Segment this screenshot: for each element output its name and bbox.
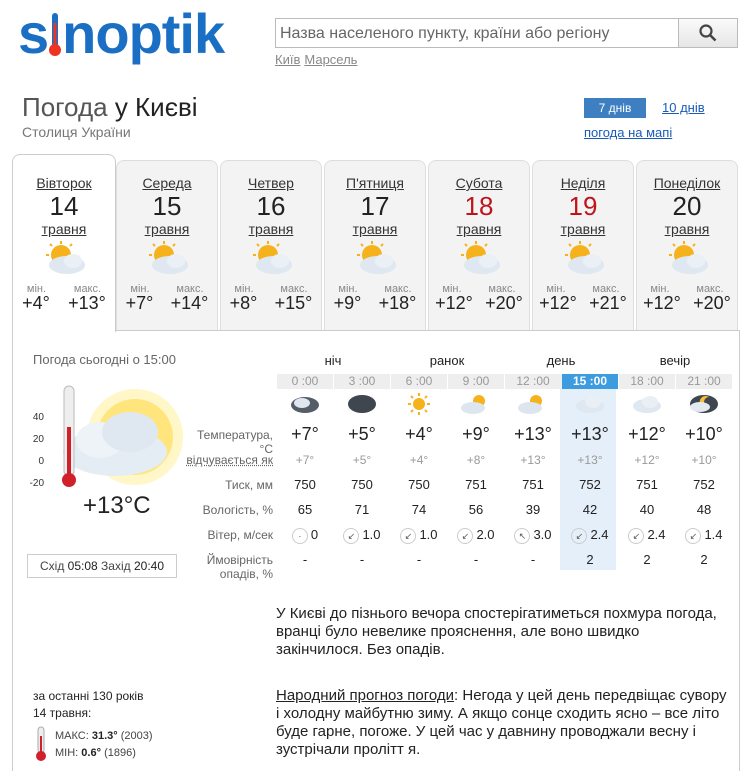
- tab-10-days[interactable]: 10 днів: [662, 100, 705, 115]
- feels-like-value: +13°: [577, 453, 603, 467]
- wind-value: · 0: [277, 527, 333, 544]
- temperature-value: +12°: [628, 424, 666, 444]
- min-label: мін.: [650, 283, 670, 295]
- day-number: 16: [256, 191, 286, 221]
- partly-cloudy-icon: [221, 241, 321, 281]
- current-weather-icon: [30, 382, 200, 502]
- min-temp: +12°: [643, 293, 681, 313]
- day-name: Середа: [142, 175, 192, 191]
- hour-label: 15 :00: [562, 374, 618, 389]
- current-temperature: +13°C: [83, 492, 151, 519]
- min-label: мін.: [234, 283, 254, 295]
- row-label-humidity: Вологість, %: [202, 503, 273, 517]
- day-number: 20: [672, 191, 702, 221]
- max-label: макс.: [73, 283, 102, 295]
- day-number: 17: [360, 191, 390, 221]
- day-month: травня: [352, 221, 398, 237]
- min-temp: +4°: [22, 293, 50, 313]
- day-month: травня: [664, 221, 710, 237]
- wind-value: ↙ 2.4: [562, 527, 618, 544]
- scale-tick: 20: [32, 434, 44, 445]
- temperature-value: +13°: [514, 424, 552, 444]
- precip-value: 2: [700, 552, 708, 567]
- day-name: П'ятниця: [346, 175, 404, 191]
- partly-cloudy-icon: [325, 241, 425, 281]
- partly-cloudy-icon: [533, 241, 633, 281]
- cloud-icon: [619, 393, 675, 420]
- sun-icon: [391, 393, 447, 420]
- max-temp: +20°: [485, 293, 523, 313]
- humidity-value: 42: [582, 502, 598, 517]
- max-label: макс.: [696, 283, 724, 295]
- search-icon: [699, 24, 717, 42]
- max-label: макс.: [592, 283, 620, 295]
- weather-description: У Києві до пізнього вечора спостерігатиметься похмура погода, вранці було невелике прояснення, але воно швидко закінчилося. Без опадів.: [276, 605, 717, 658]
- day-month: травня: [560, 221, 606, 237]
- wind-value: ↙ 2.4: [619, 527, 675, 544]
- temperature-value: +7°: [291, 424, 319, 444]
- hour-label: 12 :00: [505, 374, 561, 389]
- wind-direction-icon: ↙: [628, 528, 644, 544]
- feels-like-value: +8°: [466, 453, 486, 467]
- wind-value: ↙ 1.0: [334, 527, 390, 544]
- moon-cloud-icon: [676, 393, 732, 420]
- temperature-value: +4°: [405, 424, 433, 444]
- period-label: день: [546, 353, 576, 368]
- precip-value: -: [359, 552, 365, 567]
- day-name: Вівторок: [36, 175, 92, 191]
- precip-value: -: [530, 552, 536, 567]
- row-label-feels: відчувається як: [186, 453, 273, 467]
- max-temp: +18°: [378, 293, 417, 313]
- feels-like-value: +7°: [295, 453, 315, 467]
- precip-value: -: [473, 552, 479, 567]
- pressure-value: 750: [294, 477, 316, 492]
- thermometer-icon: [33, 726, 49, 762]
- logo[interactable]: s noptik: [18, 2, 225, 65]
- day-tab-20[interactable]: [636, 160, 738, 330]
- tab-7-days[interactable]: 7 днів: [584, 98, 646, 118]
- temperature-value: +5°: [348, 424, 376, 444]
- scale-tick: 40: [32, 412, 44, 423]
- day-tab-18[interactable]: [428, 160, 530, 330]
- temperature-value: +9°: [462, 424, 490, 444]
- max-temp: +21°: [589, 293, 627, 313]
- feels-like-value: +12°: [634, 453, 660, 467]
- partly-cloudy-icon: [429, 241, 529, 281]
- sun-cloud-icon: [448, 393, 504, 420]
- wind-direction-icon: ↙: [343, 528, 359, 544]
- folk-forecast: Народний прогноз погоди: Негода у цей день передвіщає сувору і холодну майбутню зиму. А якщо сонце сходить ясно – все літо буде гарне, погоже. У цей час у давнину проводжали весну і зустрічали пролітт я.: [276, 687, 727, 758]
- cloudy-night-icon: [277, 393, 333, 420]
- partly-cloudy-icon: [637, 241, 737, 281]
- recent-searches: [275, 52, 361, 67]
- partly-cloudy-icon: [13, 241, 115, 281]
- min-temp: +12°: [539, 293, 577, 313]
- wind-direction-icon: ↙: [400, 528, 416, 544]
- day-number: 18: [464, 191, 494, 221]
- min-label: мін.: [130, 283, 150, 295]
- row-label-precip: Ймовірність опадів, %: [206, 553, 273, 581]
- day-tab-19[interactable]: [532, 160, 634, 330]
- humidity-value: 39: [525, 502, 541, 517]
- day-tab-15[interactable]: [116, 160, 218, 330]
- day-number: 15: [152, 191, 182, 221]
- day-tab-14[interactable]: [12, 154, 116, 332]
- day-number: 19: [568, 191, 598, 221]
- precip-value: 2: [643, 552, 651, 567]
- max-temp: +15°: [274, 293, 313, 313]
- day-number: 14: [49, 191, 79, 221]
- precip-value: 2: [586, 552, 594, 567]
- row-label-pressure: Тиск, мм: [225, 478, 273, 492]
- period-label: ніч: [324, 353, 342, 368]
- hour-label: 21 :00: [676, 374, 732, 389]
- humidity-value: 74: [411, 502, 427, 517]
- wind-value: ↙ 1.4: [676, 527, 732, 544]
- humidity-value: 65: [297, 502, 313, 517]
- max-temp: +20°: [693, 293, 731, 313]
- pressure-value: 750: [351, 477, 373, 492]
- history-header: за останні 130 років 14 травня:: [33, 689, 144, 720]
- row-label-wind: Вітер, м/сек: [207, 528, 273, 542]
- map-link[interactable]: погода на мапі: [584, 125, 673, 140]
- moon-icon: [334, 393, 390, 420]
- search-button[interactable]: [678, 18, 738, 48]
- recent-link-marseille[interactable]: Марсель: [304, 52, 358, 67]
- pressure-value: 751: [636, 477, 658, 492]
- wind-value: ↖ 3.0: [505, 527, 561, 544]
- feels-like-value: +13°: [520, 453, 546, 467]
- day-month: травня: [144, 221, 190, 237]
- hour-label: 6 :00: [391, 374, 447, 389]
- partly-cloudy-icon: [117, 241, 217, 281]
- hour-label: 9 :00: [448, 374, 504, 389]
- row-label-temp: Температура, °C: [196, 428, 273, 456]
- wind-value: ↙ 2.0: [448, 527, 504, 544]
- feels-like-value: +5°: [352, 453, 372, 467]
- scale-tick: -20: [30, 478, 44, 489]
- min-label: мін.: [546, 283, 566, 295]
- day-name: Понеділок: [653, 175, 721, 191]
- wind-direction-icon: ↙: [457, 528, 473, 544]
- precip-value: -: [302, 552, 308, 567]
- wind-direction-icon: ·: [292, 528, 308, 544]
- now-label: Погода сьогодні о 15:00: [33, 352, 176, 367]
- wind-direction-icon: ↙: [571, 528, 587, 544]
- page-title: Погода у Києві: [22, 92, 198, 122]
- day-tab-16[interactable]: [220, 160, 322, 330]
- wind-value: ↙ 1.0: [391, 527, 447, 544]
- search-input[interactable]: Назва населеного пункту, країни або регіону: [275, 18, 679, 48]
- humidity-value: 56: [468, 502, 484, 517]
- pressure-value: 752: [579, 477, 601, 492]
- day-name: Неділя: [560, 175, 606, 191]
- pressure-value: 751: [522, 477, 544, 492]
- min-temp: +12°: [435, 293, 473, 313]
- max-label: макс.: [176, 283, 204, 295]
- feels-like-value: +10°: [691, 453, 717, 467]
- hour-label: 0 :00: [277, 374, 333, 389]
- history-values: МАКС: 31.3° (2003) МІН: 0.6° (1896): [55, 730, 153, 759]
- humidity-value: 48: [696, 502, 712, 517]
- temperature-value: +13°: [571, 424, 609, 444]
- day-name: Четвер: [248, 175, 294, 191]
- day-month: травня: [41, 221, 87, 237]
- min-label: мін.: [338, 283, 358, 295]
- recent-link-kyiv[interactable]: Київ: [275, 52, 301, 67]
- temperature-value: +10°: [685, 424, 723, 444]
- min-temp: +9°: [333, 293, 362, 313]
- max-label: макс.: [280, 283, 308, 295]
- humidity-value: 71: [354, 502, 370, 517]
- period-label: вечір: [659, 353, 691, 368]
- page-subtitle: Столиця України: [22, 124, 131, 140]
- sun-times: Схід 05:08 Захід 20:40: [27, 554, 177, 578]
- max-temp: +14°: [170, 293, 209, 313]
- min-temp: +8°: [229, 293, 258, 313]
- day-month: травня: [456, 221, 502, 237]
- max-label: макс.: [488, 283, 516, 295]
- humidity-value: 40: [639, 502, 655, 517]
- sun-cloud-icon: [505, 393, 561, 420]
- precip-value: -: [416, 552, 422, 567]
- scale-tick: 0: [38, 456, 44, 467]
- min-label: мін.: [26, 283, 47, 295]
- feels-like-value: +4°: [409, 453, 429, 467]
- hour-label: 3 :00: [334, 374, 390, 389]
- hour-label: 18 :00: [619, 374, 675, 389]
- min-label: мін.: [442, 283, 462, 295]
- thermometer-logo-icon: [48, 13, 62, 57]
- day-month: травня: [248, 221, 294, 237]
- pressure-value: 750: [408, 477, 430, 492]
- min-temp: +7°: [125, 293, 154, 313]
- day-tab-17[interactable]: [324, 160, 426, 330]
- period-label: ранок: [429, 353, 465, 368]
- max-label: макс.: [384, 283, 412, 295]
- wind-direction-icon: ↖: [514, 528, 530, 544]
- wind-direction-icon: ↙: [685, 528, 701, 544]
- max-temp: +13°: [68, 293, 106, 313]
- pressure-value: 752: [693, 477, 715, 492]
- day-name: Субота: [455, 175, 503, 191]
- cloud-icon: [562, 393, 618, 420]
- pressure-value: 751: [465, 477, 487, 492]
